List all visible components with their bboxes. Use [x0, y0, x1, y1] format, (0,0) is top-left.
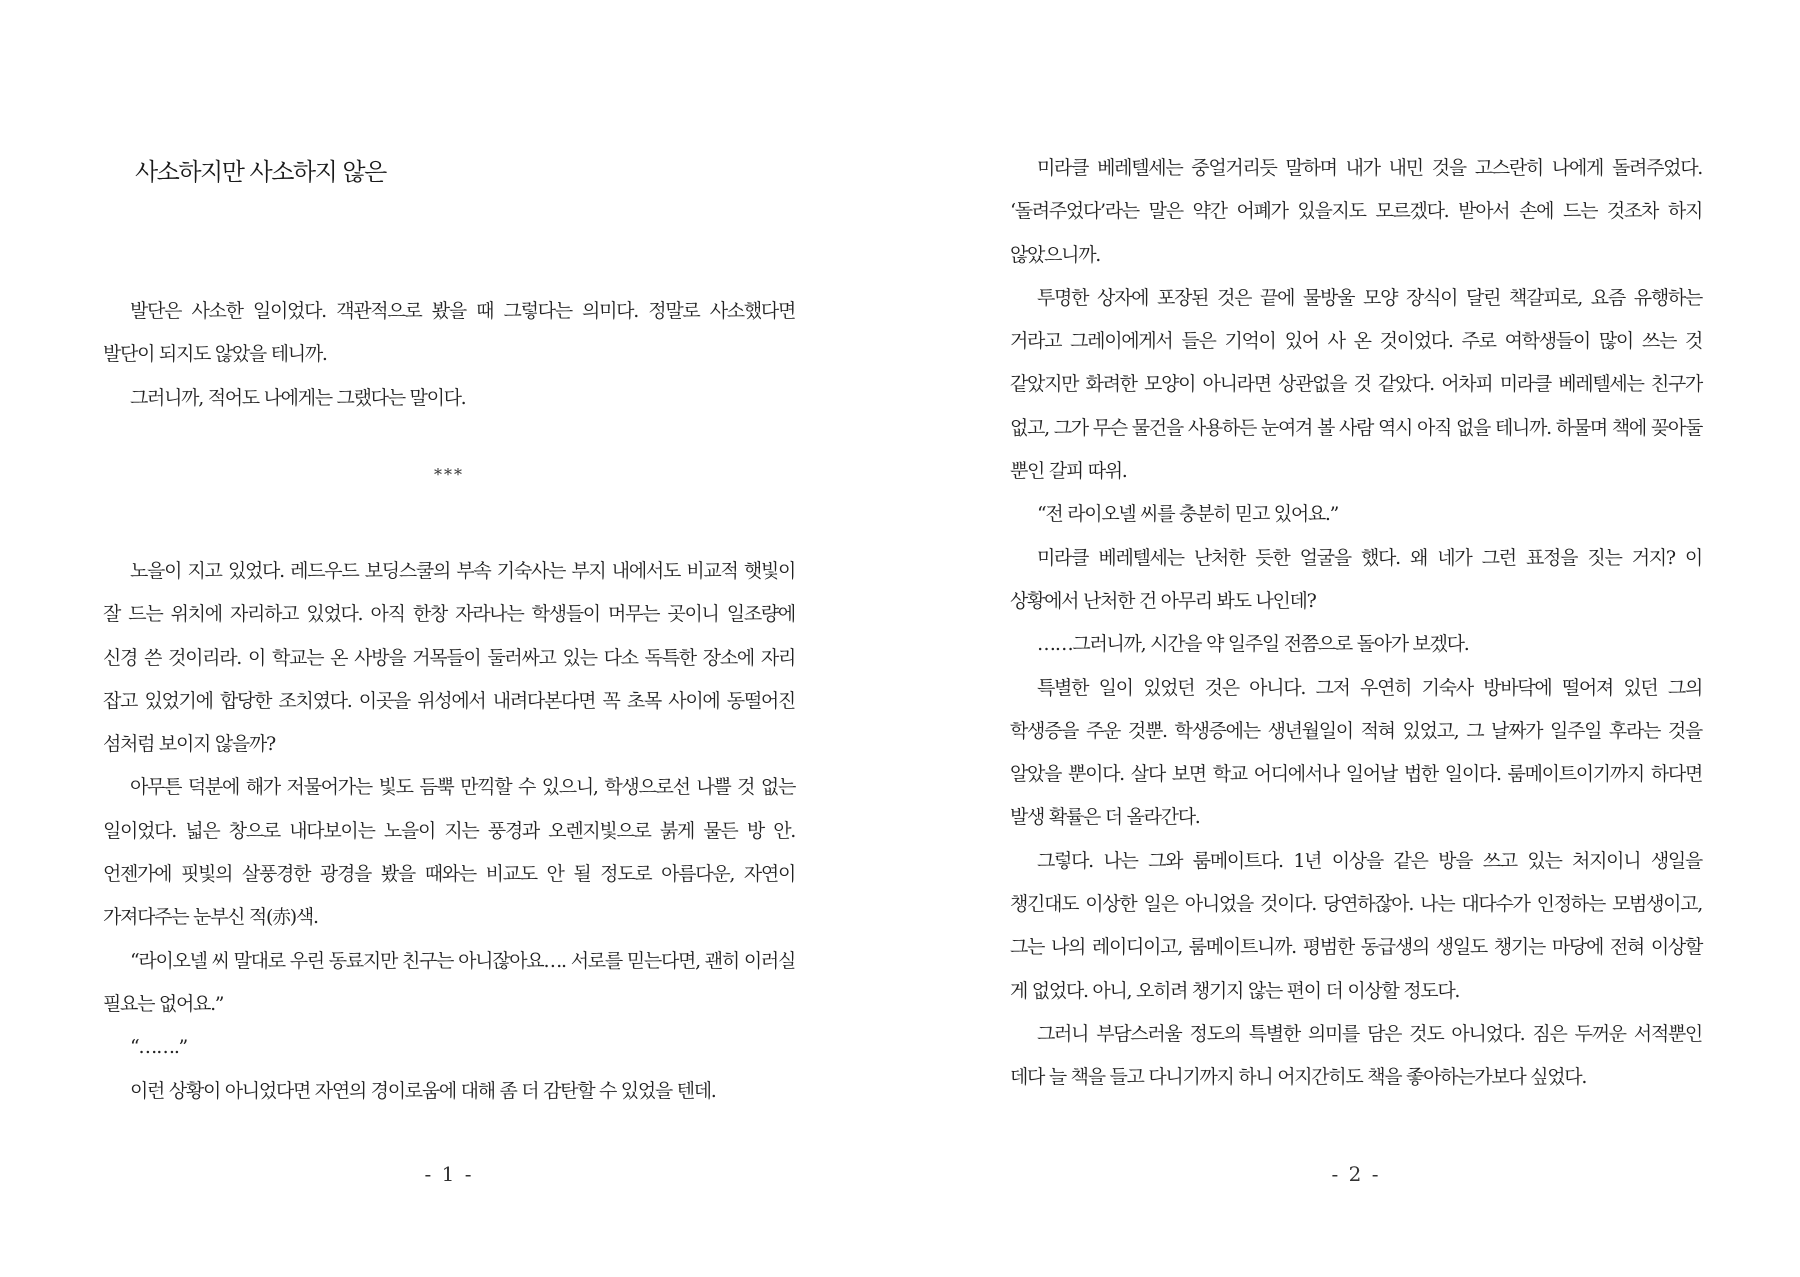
paragraph: 특별한 일이 있었던 것은 아니다. 그저 우연히 기숙사 방바닥에 떨어져 있던 그의 학생증을 주운 것뿐. 학생증에는 생년월일이 적혀 있었고, 그 날짜가 일주일 후라는 것을 알았을 뿐이다. 살다 보면 학교 어디에서나 일어날 법한 일이다. 룸메이트이기까지 하다면 발생 확률은 더 올라간다.	[1010, 676, 1702, 829]
dialogue-paragraph: “라이오넬 씨 말대로 우린 동료지만 친구는 아니잖아요…. 서로를 믿는다면, 괜히 이러실 필요는 없어요.”	[103, 949, 795, 1015]
dialogue-paragraph: “…….”	[130, 1036, 187, 1059]
paragraph: 이런 상황이 아니었다면 자연의 경이로움에 대해 좀 더 감탄할 수 있었을 텐데.	[130, 1079, 716, 1102]
dialogue-paragraph: “전 라이오넬 씨를 충분히 믿고 있어요.”	[1037, 503, 1339, 526]
main-section	[103, 550, 795, 1113]
paragraph: 미라클 베레텔세는 난처한 듯한 얼굴을 했다. 왜 네가 그런 표정을 짓는 거지? 이 상황에서 난처한 건 아무리 봐도 나인데?	[1010, 546, 1702, 612]
chapter-title: 사소하지만 사소하지 않은	[135, 158, 386, 186]
continued-section	[1010, 147, 1702, 1100]
scene-break: ***	[434, 465, 464, 484]
paragraph: ……그러니까, 시간을 약 일주일 전쯤으로 돌아가 보겠다.	[1037, 633, 1469, 656]
page-number: - 1 -	[424, 1162, 474, 1186]
right-page	[1010, 0, 1702, 1277]
paragraph: 미라클 베레텔세는 중얼거리듯 말하며 내가 내민 것을 고스란히 나에게 돌려주었다. ‘돌려주었다’라는 말은 약간 어폐가 있을지도 모르겠다. 받아서 손에 드는 것조차 하지 않았으니까.	[1010, 157, 1702, 266]
paragraph: 그러니까, 적어도 나에게는 그랬다는 말이다.	[130, 386, 466, 409]
page-number: - 2 -	[1331, 1162, 1381, 1186]
paragraph: 발단은 사소한 일이었다. 객관적으로 봤을 때 그렇다는 의미다. 정말로 사소했다면 발단이 되지도 않았을 테니까.	[103, 300, 795, 366]
paragraph: 그렇다. 나는 그와 룸메이트다. 1년 이상을 같은 방을 쓰고 있는 처지이니 생일을 챙긴대도 이상한 일은 아니었을 것이다. 당연하잖아. 나는 대다수가 인정하는 모범생이고, 그는 나의 레이디이고, 룸메이트니까. 평범한 동급생의 생일도 챙기는 마당에 전혀 이상할 게 없었다. 아니, 오히려 챙기지 않는 편이 더 이상할 정도다.	[1010, 849, 1702, 1002]
paragraph: 투명한 상자에 포장된 것은 끝에 물방울 모양 장식이 달린 책갈피로, 요즘 유행하는 거라고 그레이에게서 들은 기억이 있어 사 온 것이었다. 주로 여학생들이 많이 쓰는 것 같았지만 화려한 모양이 아니라면 상관없을 것 같았다. 어차피 미라클 베레텔세는 친구가 없고, 그가 무슨 물건을 사용하든 눈여겨 볼 사람 역시 아직 없을 테니까. 하물며 책에 꽂아둘 뿐인 갈피 따위.	[1010, 286, 1702, 483]
paragraph: 그러니 부담스러울 정도의 특별한 의미를 담은 것도 아니었다. 짐은 두꺼운 서적뿐인 데다 늘 책을 들고 다니기까지 하니 어지간히도 책을 좋아하는가보다 싶었다.	[1010, 1022, 1702, 1089]
opening-section	[103, 290, 795, 420]
paragraph: 아무튼 덕분에 해가 저물어가는 빛도 듬뿍 만끽할 수 있으니, 학생으로선 나쁠 것 없는 일이었다. 넓은 창으로 내다보이는 노을이 지는 풍경과 오렌지빛으로 붉게 물든 방 안. 언젠가에 핏빛의 살풍경한 광경을 봤을 때와는 비교도 안 될 정도로 아름다운, 자연이 가져다주는 눈부신 적(赤)색.	[103, 776, 795, 929]
left-page	[103, 0, 795, 1277]
paragraph: 노을이 지고 있었다. 레드우드 보딩스쿨의 부속 기숙사는 부지 내에서도 비교적 햇빛이 잘 드는 위치에 자리하고 있었다. 아직 한창 자라나는 학생들이 머무는 곳이니 일조량에 신경 쓴 것이리라. 이 학교는 온 사방을 거목들이 둘러싸고 있는 다소 독특한 장소에 자리 잡고 있었기에 합당한 조치였다. 이곳을 위성에서 내려다본다면 꼭 초목 사이에 동떨어진 섬처럼 보이지 않을까?	[103, 560, 795, 756]
